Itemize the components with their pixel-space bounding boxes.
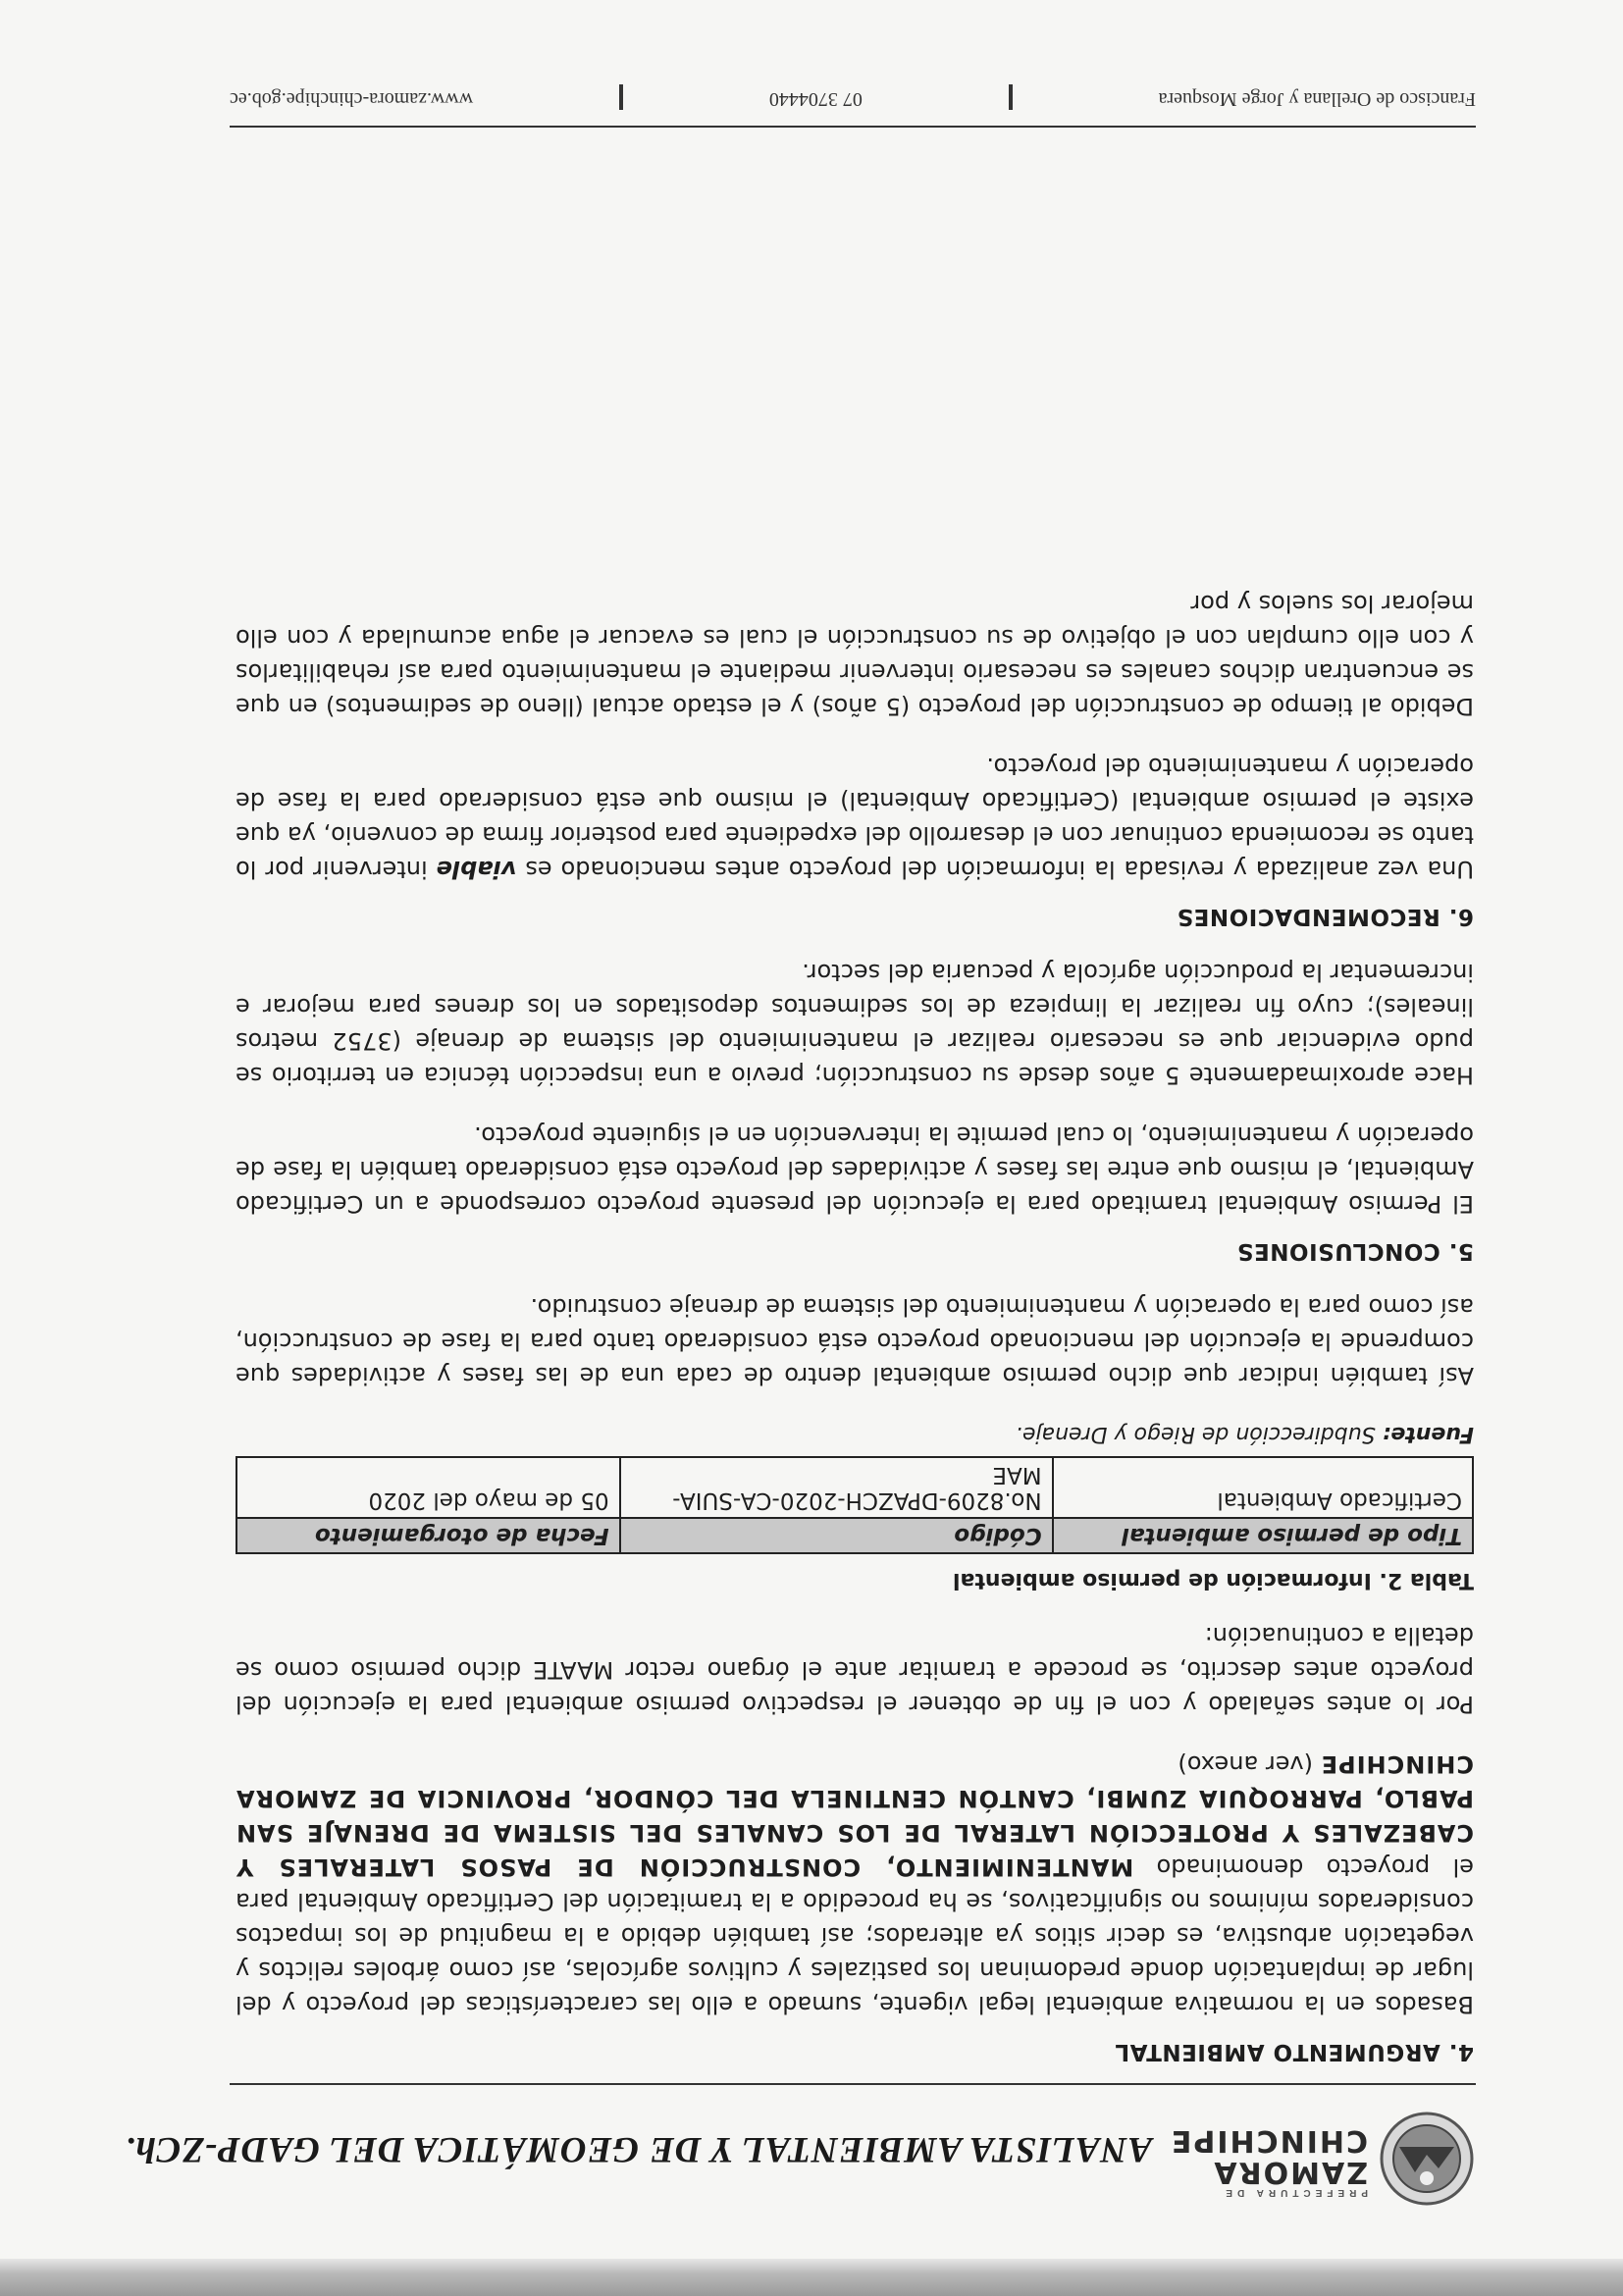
section-6-p1-b: intervenir por lo tanto se recomienda continuar con el desarrollo del expediente para posterior firma de convenio, ya que existe el permiso ambiental (Certificado Ambiental) el mismo que está considerado para la fase de operación y mantenimiento del proyecto. bbox=[236, 753, 1474, 883]
footer-website: www.zamora-chinchipe.gob.ec bbox=[230, 88, 474, 110]
section-5-paragraph-1: El Permiso Ambiental tramitado para la ejecución del presente proyecto corresponde a un Certificado Ambiental, el mismo que entre las fases y actividades del proyecto está considerado también la fase de operación y mantenimiento, lo cual permite la intervención en el siguiente proyecto. bbox=[236, 1122, 1474, 1218]
brand-block bbox=[1152, 2124, 1368, 2198]
header-title: ANALISTA AMBIENTAL Y DE GEOMÁTICA DEL GADP-ZCh. bbox=[124, 2129, 1152, 2169]
section-4-p1-tail: (ver anexo) bbox=[1178, 1750, 1314, 1778]
section-4-heading: 4. ARGUMENTO AMBIENTAL bbox=[1114, 2039, 1474, 2064]
section-6-heading: 6. RECOMENDACIONES bbox=[1177, 904, 1474, 929]
cell-permit-type: Certificado Ambiental bbox=[1053, 1457, 1473, 1518]
viable-emphasis: viable bbox=[436, 856, 517, 883]
brand-prefix: PREFECTURA DE bbox=[1221, 2187, 1368, 2198]
table-row bbox=[236, 1457, 1473, 1518]
page-footer bbox=[230, 69, 1476, 128]
brand-name-line1: ZAMORA bbox=[1212, 2155, 1368, 2189]
col-header-permit-type: Tipo de permiso ambiental bbox=[1053, 1518, 1473, 1553]
footer-phone: 07 3704440 bbox=[768, 88, 863, 110]
footer-address: Francisco de Orellana y Jorge Mosquera bbox=[1158, 88, 1476, 110]
table-source bbox=[236, 1422, 1474, 1446]
section-4-p1-text: Basados en la normativa ambiental legal vigente, sumado a ello las características del proyecto y del lugar de implantación donde predominan los pastizales y cultivos agrícolas, así como árboles relictos y vegetación arbustiva, es decir sitios ya alterados; así también debido a la magnitud de los impactos considerados mínimos no significativos, se ha procedido a la tramitación del Certificado Ambiental para el proyecto denominado bbox=[236, 1853, 1474, 2018]
source-label: Fuente: bbox=[1382, 1422, 1474, 1446]
project-name: MANTENIMIENTO, CONSTRUCCIÓN DE PASOS LATERALES Y CABEZALES Y PROTECCIÓN LATERAL DE LOS CANALES DEL SISTEMA DE DRENAJE SAN PABLO, PARROQUIA ZUMBI, CANTÓN CENTINELA DEL CÓNDOR, PROVINCIA DE ZAMORA CHINCHIPE bbox=[236, 1750, 1474, 1881]
prefecture-seal-icon bbox=[1378, 2110, 1476, 2208]
permit-table bbox=[236, 1456, 1474, 1554]
scan-edge-shadow bbox=[0, 2259, 1623, 2296]
footer-contact-row bbox=[230, 84, 1476, 110]
section-5-heading: 5. CONCLUSIONES bbox=[1236, 1238, 1474, 1264]
section-4-paragraph-2: Por lo antes señalado y con el fin de obtener el respectivo permiso ambiental para la ejecución del proyecto antes descrito, se procede a tramitar ante el órgano rector MAATE dicho permiso como se detalla a continuación: bbox=[236, 1622, 1474, 1718]
footer-divider bbox=[230, 126, 1476, 128]
section-6-p1-a: Una vez analizada y revisada la información del proyecto antes mencionado es bbox=[525, 856, 1474, 883]
brand-name-line2: CHINCHIPE bbox=[1169, 2123, 1368, 2158]
table-header-row bbox=[236, 1518, 1473, 1553]
source-text: Subdirección de Riego y Drenaje. bbox=[1015, 1422, 1376, 1446]
footer-separator bbox=[619, 84, 623, 110]
header-divider bbox=[230, 2083, 1476, 2085]
table-2-caption: Tabla 2. Información de permiso ambiental bbox=[952, 1568, 1474, 1592]
col-header-date: Fecha de otorgamiento bbox=[236, 1518, 620, 1553]
cell-code: No.8209-DPAZCH-2020-CA-SUIA-MAE bbox=[620, 1457, 1053, 1518]
section-4-paragraph-1 bbox=[236, 1747, 1474, 2021]
section-6-paragraph-2: Debido al tiempo de construcción del proyecto (5 años) y el estado actual (lleno de sedimentos) en que se encuentran dichos canales es necesario intervenir mediante el mantenimiento para así rehabilitarlos y con ello cumplan con el objetivo de su construcción el cual es evacuar el agua acumulada y con ello mejorar los suelos y por bbox=[236, 590, 1474, 720]
footer-separator bbox=[1009, 84, 1013, 110]
page-header bbox=[0, 2090, 1623, 2218]
section-6-paragraph-1 bbox=[236, 749, 1474, 886]
col-header-code: Código bbox=[620, 1518, 1053, 1553]
after-table-paragraph: Así también indicar que dicho permiso ambiental dentro de cada una de las fases y actividades que comprende la ejecución del mencionado proyecto está considerado tanto para la fase de construcción, así como para la operación y mantenimiento del sistema de drenaje construido. bbox=[236, 1293, 1474, 1389]
section-5-paragraph-2: Hace aproximadamente 5 años desde su construcción; previo a una inspección técnica en territorio se pudo evidenciar que es necesario realizar el mantenimiento del sistema de drenaje (3752 metros lineales); cuyo fin realizar la limpieza de los sedimentos depositados en los drenes para mejorar e incrementar la producción agrícola y pecuaria del sector. bbox=[236, 959, 1474, 1089]
cell-date: 05 de mayo del 2020 bbox=[236, 1457, 620, 1518]
document-body bbox=[236, 560, 1474, 2064]
